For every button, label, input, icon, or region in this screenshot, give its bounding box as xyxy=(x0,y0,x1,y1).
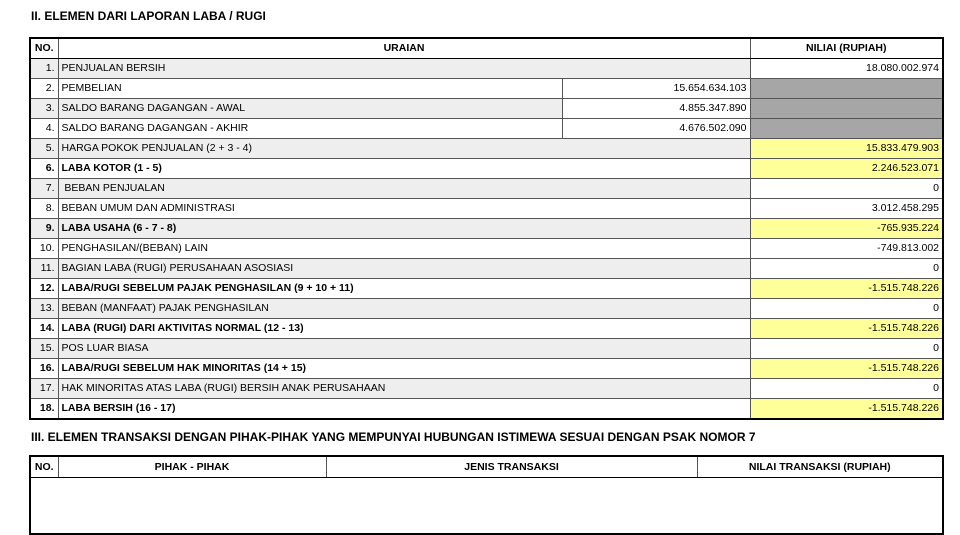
row-value[interactable]: 3.012.458.295 xyxy=(750,199,943,219)
row-value[interactable]: -749.813.002 xyxy=(750,239,943,259)
row-label[interactable]: PEMBELIAN xyxy=(58,79,562,99)
table-row xyxy=(30,59,943,79)
row-no[interactable]: 3. xyxy=(30,99,58,119)
row-label[interactable]: BAGIAN LABA (RUGI) PERUSAHAAN ASOSIASI xyxy=(58,259,750,279)
row-label[interactable]: HARGA POKOK PENJUALAN (2 + 3 - 4) xyxy=(58,139,750,159)
row-label[interactable]: LABA BERSIH (16 - 17) xyxy=(58,399,750,420)
row-no[interactable]: 6. xyxy=(30,159,58,179)
header-pihak[interactable]: PIHAK - PIHAK xyxy=(58,456,326,478)
row-value[interactable]: -1.515.748.226 xyxy=(750,279,943,299)
row-label[interactable]: PENJUALAN BERSIH xyxy=(58,59,750,79)
row-label[interactable]: HAK MINORITAS ATAS LABA (RUGI) BERSIH ANAK PERUSAHAAN xyxy=(58,379,750,399)
row-value[interactable]: 18.080.002.974 xyxy=(750,59,943,79)
table-row xyxy=(30,179,943,199)
table-row xyxy=(30,79,943,99)
table-header-row xyxy=(30,38,943,59)
header-jenis[interactable]: JENIS TRANSAKSI xyxy=(326,456,697,478)
table-row xyxy=(30,359,943,379)
row-value[interactable] xyxy=(750,79,943,99)
row-no[interactable]: 2. xyxy=(30,79,58,99)
empty-cell[interactable] xyxy=(30,478,943,535)
row-label[interactable]: BEBAN UMUM DAN ADMINISTRASI xyxy=(58,199,750,219)
table-row xyxy=(30,279,943,299)
table-row xyxy=(30,139,943,159)
table-row xyxy=(30,319,943,339)
row-sub-value[interactable]: 15.654.634.103 xyxy=(562,79,750,99)
row-value[interactable]: 2.246.523.071 xyxy=(750,159,943,179)
row-value[interactable] xyxy=(750,99,943,119)
row-sub-value[interactable]: 4.855.347.890 xyxy=(562,99,750,119)
row-no[interactable]: 7. xyxy=(30,179,58,199)
row-no[interactable]: 16. xyxy=(30,359,58,379)
table-row xyxy=(30,339,943,359)
row-value[interactable]: 0 xyxy=(750,179,943,199)
row-no[interactable]: 18. xyxy=(30,399,58,420)
row-value[interactable]: -1.515.748.226 xyxy=(750,399,943,420)
row-label[interactable]: LABA KOTOR (1 - 5) xyxy=(58,159,750,179)
row-label[interactable]: LABA (RUGI) DARI AKTIVITAS NORMAL (12 - 13) xyxy=(58,319,750,339)
table-row xyxy=(30,159,943,179)
row-label[interactable]: SALDO BARANG DAGANGAN - AWAL xyxy=(58,99,562,119)
row-sub-value[interactable]: 4.676.502.090 xyxy=(562,119,750,139)
row-no[interactable]: 14. xyxy=(30,319,58,339)
row-label[interactable]: LABA/RUGI SEBELUM PAJAK PENGHASILAN (9 + 10 + 11) xyxy=(58,279,750,299)
row-no[interactable]: 1. xyxy=(30,59,58,79)
row-label[interactable]: LABA USAHA (6 - 7 - 8) xyxy=(58,219,750,239)
income-statement-table xyxy=(29,37,944,420)
row-value[interactable]: -1.515.748.226 xyxy=(750,319,943,339)
row-no[interactable]: 8. xyxy=(30,199,58,219)
section-2-title: II. ELEMEN DARI LAPORAN LABA / RUGI xyxy=(31,9,266,23)
row-label[interactable]: SALDO BARANG DAGANGAN - AKHIR xyxy=(58,119,562,139)
row-label[interactable]: POS LUAR BIASA xyxy=(58,339,750,359)
table-row xyxy=(30,259,943,279)
header-no[interactable]: NO. xyxy=(30,38,58,59)
table-row xyxy=(30,239,943,259)
related-party-table xyxy=(29,455,944,535)
row-value[interactable]: 0 xyxy=(750,259,943,279)
header-no[interactable]: NO. xyxy=(30,456,58,478)
table-row xyxy=(30,219,943,239)
row-label[interactable]: LABA/RUGI SEBELUM HAK MINORITAS (14 + 15) xyxy=(58,359,750,379)
header-nilai-transaksi[interactable]: NILAI TRANSAKSI (RUPIAH) xyxy=(697,456,943,478)
row-value[interactable]: 0 xyxy=(750,379,943,399)
row-value[interactable] xyxy=(750,119,943,139)
table-row xyxy=(30,478,943,535)
table-row xyxy=(30,299,943,319)
row-label[interactable]: PENGHASILAN/(BEBAN) LAIN xyxy=(58,239,750,259)
row-no[interactable]: 12. xyxy=(30,279,58,299)
table-header-row xyxy=(30,456,943,478)
row-no[interactable]: 9. xyxy=(30,219,58,239)
row-value[interactable]: -765.935.224 xyxy=(750,219,943,239)
table-row xyxy=(30,199,943,219)
row-no[interactable]: 13. xyxy=(30,299,58,319)
row-no[interactable]: 17. xyxy=(30,379,58,399)
table-row xyxy=(30,399,943,420)
header-nilai[interactable]: NILIAI (RUPIAH) xyxy=(750,38,943,59)
row-label[interactable]: BEBAN PENJUALAN xyxy=(58,179,750,199)
row-no[interactable]: 11. xyxy=(30,259,58,279)
row-no[interactable]: 15. xyxy=(30,339,58,359)
row-no[interactable]: 10. xyxy=(30,239,58,259)
row-value[interactable]: 15.833.479.903 xyxy=(750,139,943,159)
section-3-title: III. ELEMEN TRANSAKSI DENGAN PIHAK-PIHAK YANG MEMPUNYAI HUBUNGAN ISTIMEWA SESUAI DENGAN PSAK NOMOR 7 xyxy=(31,430,756,444)
row-value[interactable]: 0 xyxy=(750,339,943,359)
table-row xyxy=(30,99,943,119)
table-row xyxy=(30,119,943,139)
header-uraian[interactable]: URAIAN xyxy=(58,38,750,59)
row-label[interactable]: BEBAN (MANFAAT) PAJAK PENGHASILAN xyxy=(58,299,750,319)
row-value[interactable]: 0 xyxy=(750,299,943,319)
row-value[interactable]: -1.515.748.226 xyxy=(750,359,943,379)
row-no[interactable]: 5. xyxy=(30,139,58,159)
row-no[interactable]: 4. xyxy=(30,119,58,139)
table-row xyxy=(30,379,943,399)
